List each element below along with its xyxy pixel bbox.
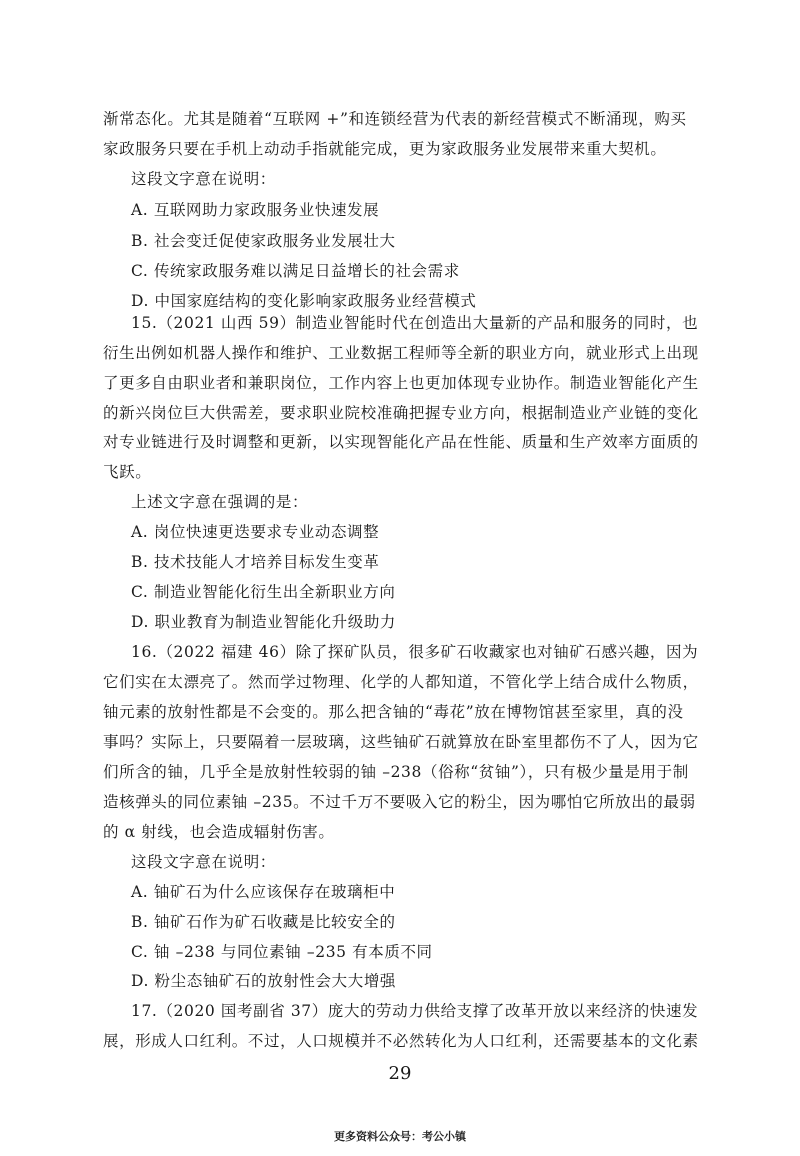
option-b: B. 社会变迁促使家政服务业发展壮大: [131, 232, 396, 250]
question-prompt: 这段文字意在说明：: [131, 170, 276, 188]
paragraph-line: 渐常态化。尤其是随着“互联网 +”和连锁经营为代表的新经营模式不断涌现，购买: [103, 110, 687, 128]
question-17-stem: 17.（2020 国考副省 37）庞大的劳动力供给支撑了改革开放以来经济的快速发: [131, 1002, 699, 1020]
question-16-stem: 16.（2022 福建 46）除了探矿队员，很多矿石收藏家也对铀矿石感兴趣，因为: [131, 643, 699, 661]
option-b: B. 技术技能人才培养目标发生变革: [131, 553, 380, 571]
option-c: C. 制造业智能化衍生出全新职业方向: [131, 583, 396, 601]
option-c: C. 铀 –238 与同位素铀 –235 有本质不同: [131, 943, 433, 961]
option-d: D. 职业教育为制造业智能化升级助力: [131, 613, 397, 631]
option-d: D. 中国家庭结构的变化影响家政服务业经营模式: [131, 292, 477, 310]
paragraph-line: 衍生出例如机器人操作和维护、工业数据工程师等全新的职业方向，就业形式上出现: [103, 344, 699, 362]
paragraph-line: 它们实在太漂亮了。然而学过物理、化学的人都知道，不管化学上结合成什么物质，: [103, 673, 699, 691]
option-a: A. 互联网助力家政服务业快速发展: [131, 201, 380, 219]
paragraph-line: 铀元素的放射性都是不会变的。那么把含铀的“毒花”放在博物馆甚至家里，真的没: [103, 703, 684, 721]
paragraph-line: 事吗？实际上，只要隔着一层玻璃，这些铀矿石就算放在卧室里都伤不了人，因为它: [103, 733, 699, 751]
footer-text: 更多资料公众号：考公小镇: [334, 1130, 466, 1143]
paragraph-line: 的 α 射线，也会造成辐射伤害。: [103, 823, 335, 841]
question-15-stem: 15.（2021 山西 59）制造业智能时代在创造出大量新的产品和服务的同时，也: [131, 314, 699, 332]
option-a: A. 铀矿石为什么应该保存在玻璃柜中: [131, 883, 396, 901]
paragraph-line: 造核弹头的同位素铀 –235。不过千万不要吸入它的粉尘，因为哪怕它所放出的最弱: [103, 793, 696, 811]
option-c: C. 传统家政服务难以满足日益增长的社会需求: [131, 262, 460, 280]
question-prompt: 这段文字意在说明：: [131, 853, 276, 871]
question-prompt: 上述文字意在强调的是：: [131, 493, 309, 511]
paragraph-line: 家政服务只要在手机上动动手指就能完成，更为家政服务业发展带来重大契机。: [103, 140, 667, 158]
paragraph-line: 们所含的铀，几乎全是放射性较弱的铀 –238（俗称“贫铀”），只有极少量是用于制: [103, 763, 689, 781]
option-a: A. 岗位快速更迭要求专业动态调整: [131, 523, 380, 541]
option-d: D. 粉尘态铀矿石的放射性会大大增强: [131, 972, 397, 990]
paragraph-line: 对专业链进行及时调整和更新，以实现智能化产品在性能、质量和生产效率方面质的: [103, 433, 699, 451]
paragraph-line: 展，形成人口红利。不过，人口规模并不必然转化为人口红利，还需要基本的文化素: [103, 1032, 699, 1050]
page-number: 29: [388, 1063, 412, 1084]
option-b: B. 铀矿石作为矿石收藏是比较安全的: [131, 913, 396, 931]
paragraph-line: 飞跃。: [103, 463, 152, 481]
paragraph-line: 的新兴岗位巨大供需差，要求职业院校准确把握专业方向，根据制造业产业链的变化: [103, 404, 699, 422]
paragraph-line: 了更多自由职业者和兼职岗位，工作内容上也更加体现专业协作。制造业智能化产生: [103, 374, 699, 392]
